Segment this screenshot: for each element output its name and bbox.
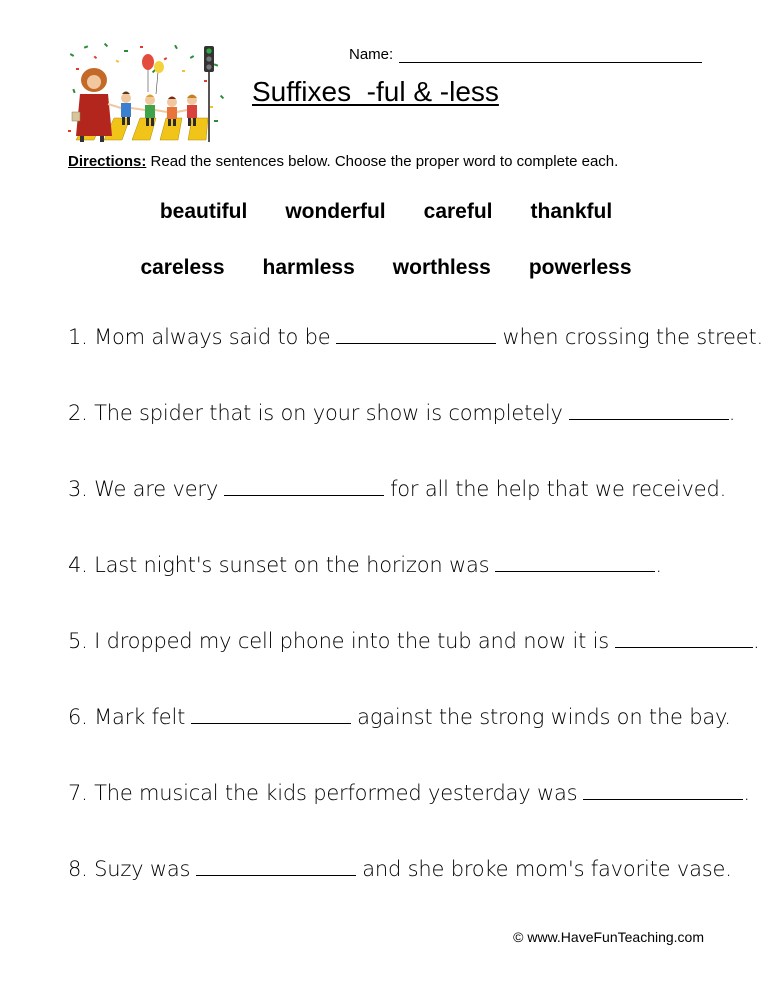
- answer-blank[interactable]: [224, 479, 384, 496]
- word-bank-item: powerless: [528, 256, 632, 279]
- answer-blank[interactable]: [336, 327, 496, 344]
- word-bank-item: harmless: [262, 256, 355, 279]
- word-bank-item: wonderful: [285, 200, 386, 223]
- kids-crossing-street-illustration: [64, 40, 228, 148]
- directions-text: Read the sentences below. Choose the proper word to complete each.: [146, 153, 619, 170]
- sentence-text-after: .: [728, 401, 736, 425]
- sentence-text-after: when crossing the street.: [502, 325, 763, 349]
- sentence-text-before: 2. The spider that is on your show is completely: [68, 401, 563, 425]
- word-bank-row-2: [0, 256, 772, 280]
- name-label: Name:: [349, 46, 394, 63]
- sentence-text-before: 6. Mark felt: [68, 705, 186, 729]
- sentence-text-after: .: [752, 629, 760, 653]
- answer-blank[interactable]: [569, 403, 729, 420]
- answer-blank[interactable]: [196, 859, 356, 876]
- sentence-5: [68, 629, 760, 705]
- sentence-text-before: 5. I dropped my cell phone into the tub and now it is: [68, 629, 609, 653]
- sentence-text-before: 1. Mom always said to be: [68, 325, 331, 349]
- sentence-text-after: .: [743, 781, 750, 805]
- word-bank-item: careless: [140, 256, 225, 279]
- sentence-text-before: 8. Suzy was: [68, 857, 191, 881]
- sentence-text-after: .: [655, 553, 662, 577]
- sentence-list: [68, 325, 763, 933]
- sentence-1: [68, 325, 763, 401]
- name-field[interactable]: [349, 46, 702, 63]
- sentence-text-after: for all the help that we received.: [390, 477, 727, 501]
- sentence-text-before: 4. Last night's sunset on the horizon was: [68, 553, 490, 577]
- sentence-text-after: and she broke mom's favorite vase.: [362, 857, 732, 881]
- answer-blank[interactable]: [495, 555, 655, 572]
- answer-blank[interactable]: [615, 631, 753, 648]
- sentence-2: [68, 401, 736, 477]
- sentence-4: [68, 553, 718, 629]
- name-blank-line[interactable]: [399, 48, 702, 63]
- sentence-text-before: 3. We are very: [68, 477, 219, 501]
- directions: [68, 153, 618, 170]
- word-bank-item: beautiful: [159, 200, 248, 223]
- sentence-7: [68, 781, 750, 857]
- sentence-6: [68, 705, 731, 781]
- sentence-3: [68, 477, 727, 553]
- sentence-text-after: against the strong winds on the bay.: [357, 705, 731, 729]
- word-bank-item: thankful: [530, 200, 613, 223]
- sentence-8: [68, 857, 732, 933]
- word-bank-item: worthless: [392, 256, 491, 279]
- answer-blank[interactable]: [583, 783, 743, 800]
- worksheet-title: Suffixes -ful & -less: [252, 76, 499, 107]
- answer-blank[interactable]: [191, 707, 351, 724]
- word-bank-item: careful: [423, 200, 493, 223]
- copyright-footer: © www.HaveFunTeaching.com: [513, 929, 704, 945]
- sentence-text-before: 7. The musical the kids performed yesterday was: [68, 781, 578, 805]
- directions-label: Directions:: [68, 153, 147, 170]
- word-bank-row-1: [0, 200, 772, 224]
